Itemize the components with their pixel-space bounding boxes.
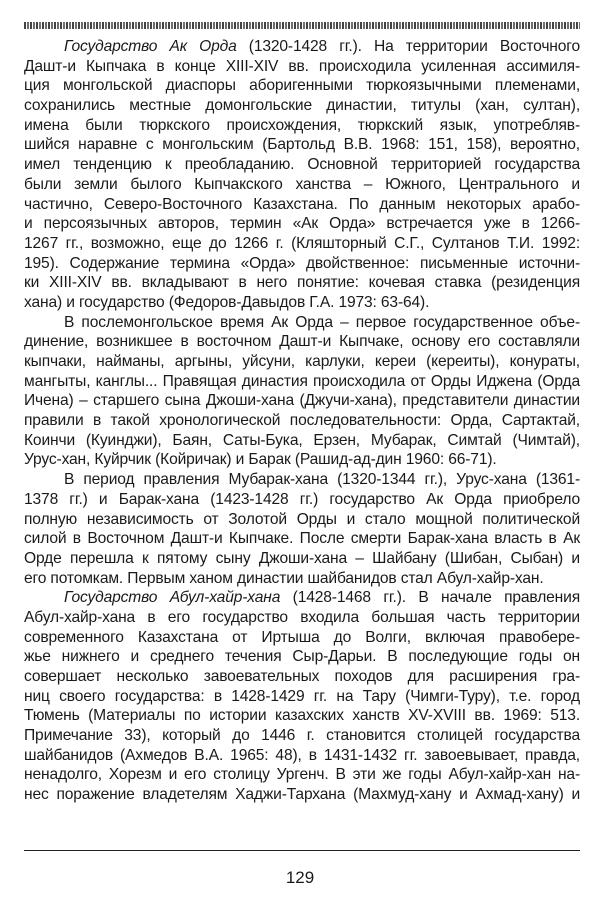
line-text: (1320-1428 гг.). На территории Восточного (236, 38, 580, 55)
line-text: нес поражение владетелям Хаджи-Тархана (Махмуд-хану и Ахмад-хану) и (24, 786, 580, 804)
paragraph (24, 37, 580, 313)
header-ornament-band (24, 22, 580, 29)
line-text: ниц своего государства: в 1428-1429 гг. на Тару (Чимги-Туру), т.е. город (24, 687, 580, 705)
text-line (24, 391, 580, 411)
text-line (24, 155, 580, 175)
text-line (24, 352, 580, 372)
line-text: кыпчаки, найманы, аргыны, уйсуни, карлуки, кереи (кереиты), конyраты, (24, 353, 580, 370)
body-text (24, 37, 580, 805)
text-line (24, 746, 580, 766)
text-line (24, 450, 580, 470)
text-line (24, 588, 580, 608)
line-text: (1428-1468 гг.). В начале правления (280, 589, 580, 607)
line-text: имел тенденцию к преобладанию. Основной территорией государства (24, 156, 580, 174)
line-text: и персоязычных авторов, термин «Ак Орда» встречается уже в 1266- (24, 215, 580, 233)
line-text: его потомкам. Первым ханом династии шайбанидов стал Абул-хайр-хан. (24, 569, 544, 587)
line-text: ки XIII-XIV вв. вкладывают в него понятие: кочевая ставка (резиденция (24, 274, 580, 292)
text-line (24, 431, 580, 451)
text-line (24, 37, 580, 57)
text-line (24, 529, 580, 549)
text-line (24, 372, 580, 392)
line-text: 1267 гг., возможно, еще до 1266 г. (Кляшторный С.Г., Султанов Т.И. 1992: (24, 234, 580, 252)
line-text: 1378 гг.) и Барак-хана (1423-1428 гг.) государство Ак Орда приобрело (24, 490, 580, 508)
text-line (24, 135, 580, 155)
line-text: имена были тюркского происхождения, тюркский язык, употребляв- (24, 116, 580, 134)
text-line (24, 569, 580, 589)
text-line (24, 76, 580, 96)
page-number: 129 (285, 868, 315, 887)
text-line (24, 293, 580, 313)
text-line (24, 706, 580, 726)
line-text: Ичена) – старшего сына Джоши-хана (Джучи-хана), представители династии (24, 392, 580, 410)
text-line (24, 667, 580, 687)
text-line (24, 785, 580, 805)
line-text: ция монгольской диаспоры аборигенными тюркоязычными племенами, (24, 77, 580, 95)
line-text: сохранились местные домонгольские династии, титулы (хан, султан), (24, 97, 580, 115)
text-line (24, 234, 580, 254)
text-line (24, 549, 580, 569)
text-line (24, 273, 580, 293)
text-line (24, 57, 580, 77)
line-text: полную независимость от Золотой Орды и стало мощной политической (24, 510, 580, 528)
footer-rule (24, 850, 580, 851)
line-text: В послемонгольское время Ак Орда – первое государственное объе- (64, 313, 580, 331)
line-text: частично, Северо-Восточного Казахстана. По данным некоторых арабо- (24, 195, 580, 213)
text-line (24, 628, 580, 648)
line-text: ненадолго, Хорезм и его столицу Ургенч. В эти же годы Абул-хайр-хан на- (24, 766, 580, 784)
line-text: Урус-хан, Куйрчик (Койричак) и Барак (Рашид-ад-дин 1960: 66-71). (24, 451, 497, 469)
text-line (24, 313, 580, 333)
line-text: правили в такой хронологической последовательности: Орда, Сартактай, (24, 412, 580, 430)
italic-heading: Государство Абул-хайр-хана (64, 589, 281, 607)
text-line (24, 116, 580, 136)
line-text: были земли былого Кыпчакского ханства – Южного, Центрального и (24, 175, 580, 193)
paragraph (24, 588, 580, 805)
line-text: шийся наравне с монгольским (Бартольд В.В. 1968: 151, 158), вероятно, (24, 136, 580, 154)
line-text: Тюмень (Материалы по истории казахских ханств XV-XVIII вв. 1969: 513. (24, 707, 580, 725)
line-text: мангыты, канглы... Правящая династия происходила от Орды Иджена (Орда (24, 372, 580, 390)
line-text: современного Казахстана от Иртыша до Волги, включая правобере- (24, 628, 580, 646)
text-line (24, 490, 580, 510)
text-line (24, 608, 580, 628)
line-text: Примечание 33), который до 1446 г. становится столицей государства (24, 727, 580, 745)
line-text: Дашт-и Кыпчака в конце XIII-XIV вв. происходила усиленная ассимиля- (24, 57, 580, 75)
line-text: Абул-хайр-хана в его государство входила большая часть территории (24, 608, 580, 626)
line-text: хана) и государство (Федоров-Давыдов Г.А. 1973: 63-64). (24, 293, 430, 311)
line-text: Орде перешла к пятому сыну Джоши-хана – Шайбану (Шибан, Сыбан) и (24, 549, 580, 567)
text-line (24, 214, 580, 234)
text-line (24, 726, 580, 746)
text-line (24, 195, 580, 215)
text-line (24, 510, 580, 530)
text-line (24, 647, 580, 667)
text-line (24, 332, 580, 352)
line-text: силой в Восточном Дашт-и Кыпчаке. После смерти Барак-хана власть в Ак (24, 530, 580, 548)
text-line (24, 175, 580, 195)
line-text: совершает несколько завоевательных походов для расширения гра- (24, 668, 580, 685)
line-text: динение, возникшее в восточном Дашт-и Кыпчаке, основу его составляли (24, 333, 580, 351)
line-text: 195). Содержание термина «Орда» двойственное: письменные источни- (24, 254, 580, 272)
text-line (24, 411, 580, 431)
text-line (24, 765, 580, 785)
text-line (24, 687, 580, 707)
line-text: жье нижнего и среднего течения Сыр-Дарьи. В последующие годы он (24, 648, 580, 666)
paragraph (24, 313, 580, 471)
line-text: шайбанидов (Ахмедов В.А. 1965: 48), в 1431-1432 гг. завоевывает, правда, (24, 746, 580, 764)
line-text: Коинчи (Куинджи), Баян, Саты-Бука, Ерзен, Мубарак, Симтай (Чимтай), (24, 431, 580, 449)
line-text: В период правления Мубарак-хана (1320-1344 гг.), Урус-хана (1361- (64, 471, 580, 489)
paragraph (24, 470, 580, 588)
text-line (24, 254, 580, 274)
text-line (24, 96, 580, 116)
italic-heading: Государство Ак Орда (64, 38, 237, 55)
text-line (24, 470, 580, 490)
